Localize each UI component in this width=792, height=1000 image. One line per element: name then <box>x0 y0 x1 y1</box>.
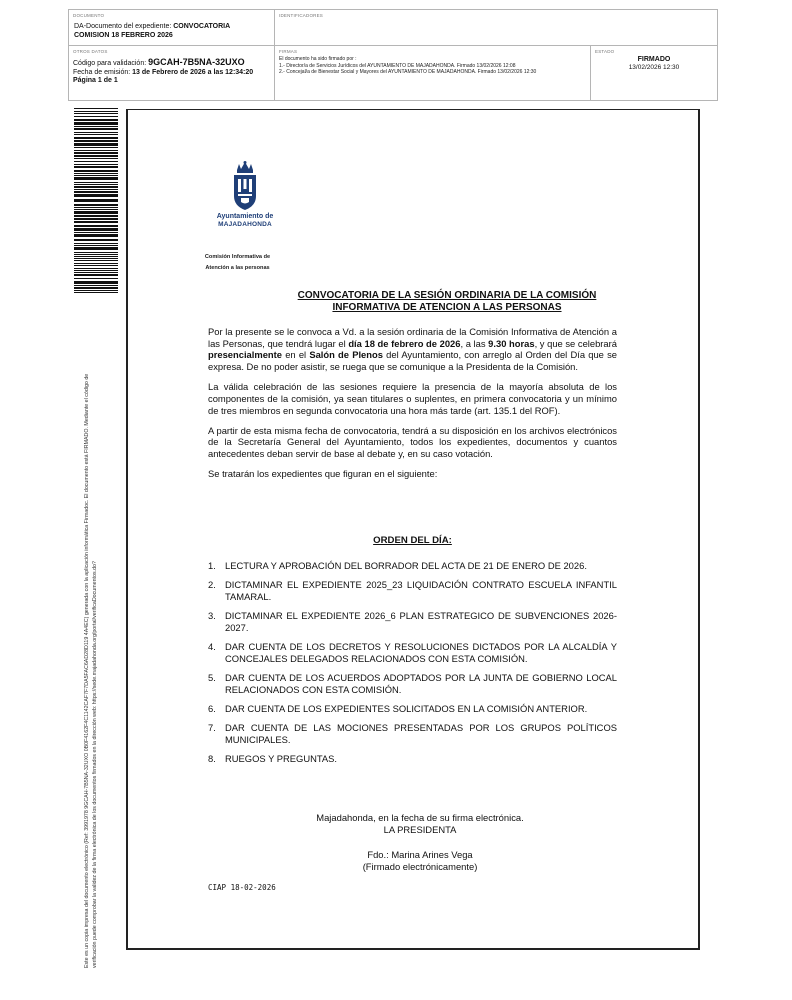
signature-note: (Firmado electrónicamente) <box>362 861 478 873</box>
agenda-item: 8. RUEGOS Y PREGUNTAS. <box>208 753 338 764</box>
estado-status: FIRMADO <box>637 56 671 63</box>
signature-role: LA PRESIDENTA <box>383 823 457 835</box>
codigo-label: Código para validación: <box>73 60 149 67</box>
agenda-item: 1. LECTURA Y APROBACIÓN DEL BORRADOR DEL ACTA DE 21 DE ENERO DE 2026. <box>208 560 587 571</box>
side-text-line2: verificación puede comprobar la validez de la firma electrónica de los documentos firmados en la dirección web: https://sede.majadahonda.org/portal/verificaDocumentos.do? <box>91 561 98 968</box>
ciap-reference: CIAP 18-02-2026 <box>208 883 276 892</box>
document-metadata-header <box>68 9 718 101</box>
document-title <box>282 290 612 314</box>
paragraph-intro-orden: Se tratarán los expedientes que figuran en el siguiente: <box>208 467 438 479</box>
signature-block <box>290 812 550 873</box>
title-line2: INFORMATIVA DE ATENCION A LAS PERSONAS <box>332 302 562 313</box>
paragraph-convocatoria: Por la presente se le convoca a Vd. a la sesión ordinaria de la Comisión Informativa de Atención a las Personas, que tendrá lugar el día 18 de febrero de 2026, a las 9.30 horas, y que se celebrará presencialmente en el Salón de Plenos del Ayuntamiento, con arreglo al Orden del Día que se expresa. De no poder asistir, se ruega que se comunique a la Presidenta de la Comisión. <box>208 326 617 373</box>
firmas-caption: FIRMAS <box>279 49 298 54</box>
paragraph-quorum: La válida celebración de las sesiones requiere la presencia de la mayoría absoluta de los componentes de la comisión, ya sean titulares o suplentes, en primera convocatoria y un mínimo de tres miembros en segunda convocatoria una hora más tarde (art. 135.1 del ROF). <box>208 381 617 416</box>
verification-side-text <box>84 308 99 968</box>
firmas-cell <box>275 46 591 100</box>
title-line1: CONVOCATORIA DE LA SESIÓN ORDINARIA DE LA COMISIÓN <box>297 290 597 301</box>
agenda-item: 7. DAR CUENTA DE LAS MOCIONES PRESENTADAS POR LOS GRUPOS POLÍTICOS MUNICIPALES. <box>208 722 617 745</box>
documento-cell <box>69 10 275 46</box>
documento-line2: COMISION 18 FEBRERO 2026 <box>74 32 173 39</box>
identificadores-caption: IDENTIFICADORES <box>279 13 324 18</box>
agenda-item: 2. DICTAMINAR EL EXPEDIENTE 2025_23 LIQUIDACIÓN CONTRATO ESCUELA INFANTIL TAMARAL. <box>208 579 617 602</box>
documento-caption: DOCUMENTO <box>73 13 105 18</box>
fecha-value: 13 de Febrero de 2026 a las 12:34:20 <box>132 68 254 76</box>
otros-datos-cell <box>69 46 275 100</box>
signature-place: Majadahonda, en la fecha de su firma electrónica. <box>316 812 524 823</box>
estado-cell <box>591 46 717 100</box>
agenda-item: 5. DAR CUENTA DE LOS ACUERDOS ADOPTADOS POR LA JUNTA DE GOBIERNO LOCAL RELACIONADOS CON ESTA COMISIÓN. <box>208 672 617 695</box>
signature-name: Fdo.: Marina Arines Vega <box>367 849 473 861</box>
side-text-line1: Este es un copia impresa del documento electrónico (Ref: 3991978 9GCAH-7B5NA-32UXO 0B0F4162F4C1142CAF7F7DA5FAC6AD28D119 4A4EC) generada con la aplicación informática Firmadoc. El documento está FIRMADO. Mediante el código de <box>84 373 90 968</box>
firmas-intro: El documento ha sido firmado por : <box>279 56 357 62</box>
agenda-item: 6. DAR CUENTA DE LOS EXPEDIENTES SOLICITADOS EN LA COMISIÓN ANTERIOR. <box>208 703 588 714</box>
estado-caption: ESTADO <box>595 49 615 54</box>
identificadores-cell <box>275 10 717 46</box>
orden-del-dia-title: ORDEN DEL DÍA: <box>373 535 452 546</box>
otros-caption: OTROS DATOS <box>73 49 108 54</box>
paragraph-documentacion: A partir de esta misma fecha de convocatoria, tendrá a su disposición en los archivos electrónicos de la Secretaría General del Ayuntamiento, todos los expedientes, documentos y cuantos antecedentes deban servir de base al debate y, en su caso votación. <box>208 424 617 459</box>
agenda-list <box>208 560 617 772</box>
estado-date: 13/02/2026 12:30 <box>628 64 680 71</box>
page-count: Página 1 de 1 <box>73 77 118 84</box>
documento-text: DA-Documento del expediente: CONVOCATORIA COMISION 18 FEBRERO 2026 <box>74 23 231 39</box>
agenda-item: 4. DAR CUENTA DE LOS DECRETOS Y RESOLUCIONES DICTADOS POR LA ALCALDÍA Y CONCEJALES DELEGADOS RELACIONADOS CON ESTA COMISIÓN. <box>208 641 617 664</box>
committee-name: Comisión Informativa de Atención a las personas <box>204 254 271 271</box>
agenda-item: 3. DICTAMINAR EL EXPEDIENTE 2026_6 PLAN ESTRATEGICO DE SUBVENCIONES 2026-2027. <box>208 610 617 633</box>
validation-code[interactable]: 9GCAH-7B5NA-32UXO <box>148 57 245 67</box>
document-body <box>208 326 617 488</box>
fecha-label: Fecha de emisión: <box>73 68 133 76</box>
barcode <box>74 108 118 294</box>
logo-text-majadahonda: MAJADAHONDA <box>218 221 272 228</box>
firma-1: 1.- Director/a de Servicios Jurídicos del AYUNTAMIENTO DE MAJADAHONDA. Firmado 13/02/2026 12:08 <box>279 62 516 69</box>
firma-2: 2.- Concejal/a de Bienestar Social y Mayores del AYUNTAMIENTO DE MAJADAHONDA. Firmado 13/02/2026 12:30 <box>279 69 537 75</box>
logo-text-ayuntamiento: Ayuntamiento de <box>216 213 274 220</box>
